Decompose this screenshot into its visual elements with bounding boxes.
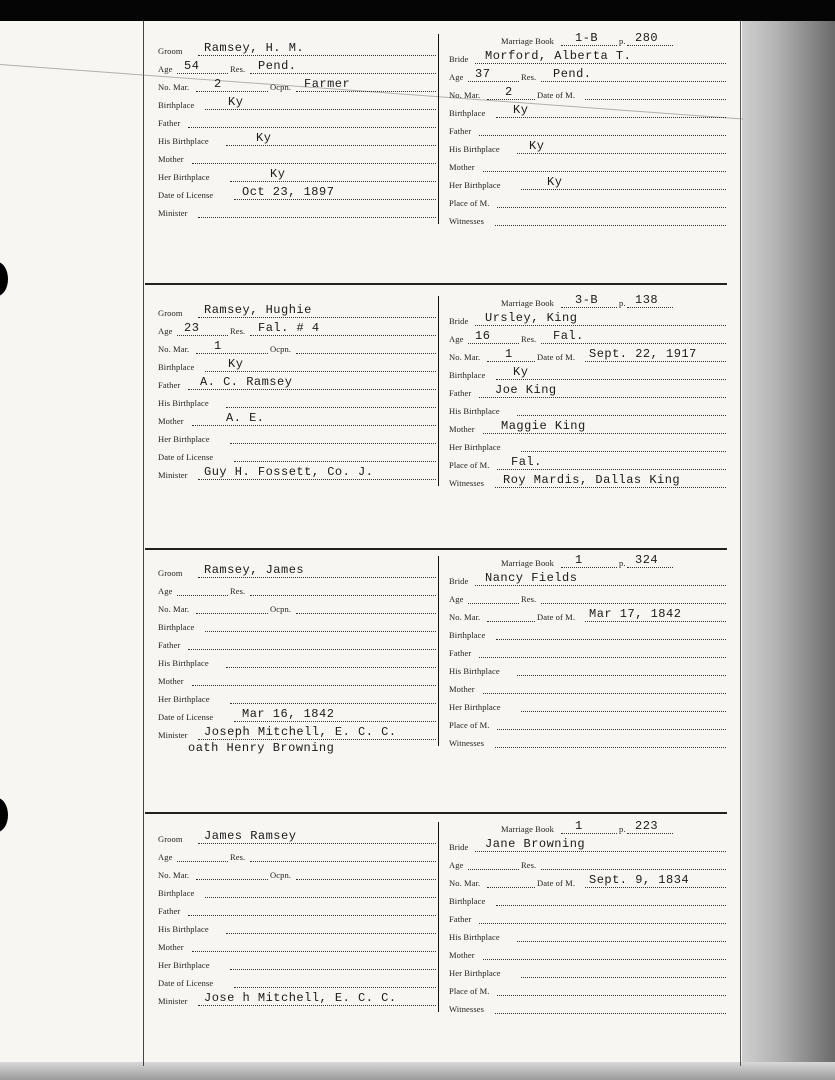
bride-age-label: Age bbox=[449, 72, 464, 82]
bride-label: Bride bbox=[449, 54, 469, 64]
groom-mother-label: Mother bbox=[158, 942, 184, 952]
fill-line bbox=[188, 127, 436, 128]
groom-no-mar-label: No. Mar. bbox=[158, 870, 190, 880]
fill-line bbox=[497, 729, 726, 730]
bride-birthplace: Ky bbox=[513, 365, 529, 379]
bride-witnesses-label: Witnesses bbox=[449, 216, 485, 226]
fill-line bbox=[196, 613, 268, 614]
fill-line bbox=[496, 905, 726, 906]
fill-line bbox=[226, 145, 436, 146]
bride-father-label: Father bbox=[449, 126, 472, 136]
fill-line bbox=[230, 703, 436, 704]
fill-line bbox=[205, 109, 436, 110]
fill-line bbox=[561, 307, 617, 308]
fill-line bbox=[188, 915, 436, 916]
groom-number-of-marriages: 2 bbox=[214, 77, 222, 91]
bride-her-birthplace-label: Her Birthplace bbox=[449, 702, 501, 712]
fill-line bbox=[585, 887, 726, 888]
bride-number-of-marriages: 2 bbox=[505, 85, 513, 99]
marriage-book-number: 1-B bbox=[575, 31, 599, 45]
fill-line bbox=[496, 379, 726, 380]
bride-birthplace-label: Birthplace bbox=[449, 630, 486, 640]
fill-line bbox=[483, 693, 726, 694]
fill-line bbox=[475, 63, 726, 64]
bride-age-label: Age bbox=[449, 860, 464, 870]
bride-mother: Maggie King bbox=[501, 419, 586, 433]
fill-line bbox=[188, 389, 436, 390]
groom-name: Ramsey, H. M. bbox=[204, 41, 305, 55]
groom-no-mar-label: No. Mar. bbox=[158, 604, 190, 614]
bride-residence: Fal. bbox=[553, 329, 584, 343]
fill-line bbox=[468, 603, 519, 604]
fill-line bbox=[495, 487, 726, 488]
groom-minister: Jose h Mitchell, E. C. C. bbox=[204, 991, 397, 1005]
bride-age: 37 bbox=[475, 67, 491, 81]
fill-line bbox=[198, 739, 436, 740]
witnesses: Roy Mardis, Dallas King bbox=[503, 473, 681, 487]
fill-line bbox=[198, 479, 436, 480]
groom-mother-birthplace: Ky bbox=[270, 167, 286, 181]
marriage-date: Mar 17, 1842 bbox=[589, 607, 682, 621]
fill-line bbox=[192, 163, 436, 164]
bride-her-birthplace-label: Her Birthplace bbox=[449, 968, 501, 978]
fill-line bbox=[205, 631, 436, 632]
fill-line bbox=[541, 603, 726, 604]
fill-line bbox=[196, 879, 268, 880]
bride-place-of-m-label: Place of M. bbox=[449, 460, 490, 470]
binder-hole bbox=[0, 262, 8, 296]
fill-line bbox=[198, 577, 436, 578]
bride-date-of-m-label: Date of M. bbox=[537, 612, 576, 622]
groom-res-label: Res. bbox=[230, 64, 246, 74]
fill-line bbox=[198, 217, 436, 218]
bride-place-of-m-label: Place of M. bbox=[449, 720, 490, 730]
fill-line bbox=[192, 685, 436, 686]
bride-mother-label: Mother bbox=[449, 950, 475, 960]
fill-line bbox=[517, 941, 726, 942]
groom-minister: Guy H. Fossett, Co. J. bbox=[204, 465, 374, 479]
fill-line bbox=[198, 55, 436, 56]
groom-father-label: Father bbox=[158, 906, 181, 916]
bride-number-of-marriages: 1 bbox=[505, 347, 513, 361]
page-right-edge bbox=[740, 21, 741, 1066]
groom-date-of-license: Oct 23, 1897 bbox=[242, 185, 335, 199]
bride-no-mar-label: No. Mar. bbox=[449, 352, 481, 362]
bride-witnesses-label: Witnesses bbox=[449, 738, 485, 748]
fill-line bbox=[585, 361, 726, 362]
fill-line bbox=[177, 861, 228, 862]
fill-line bbox=[517, 415, 726, 416]
bride-name: Nancy Fields bbox=[485, 571, 578, 585]
fill-line bbox=[296, 353, 436, 354]
marriage-book-label: Marriage Book bbox=[501, 36, 554, 46]
fill-line bbox=[198, 317, 436, 318]
fill-line bbox=[198, 1005, 436, 1006]
bride-res-label: Res. bbox=[521, 72, 537, 82]
marriage-book-number: 1 bbox=[575, 819, 583, 833]
groom-name: Ramsey, Hughie bbox=[204, 303, 312, 317]
fill-line bbox=[521, 977, 726, 978]
fill-line bbox=[627, 307, 673, 308]
groom-label: Groom bbox=[158, 308, 183, 318]
fill-line bbox=[177, 335, 228, 336]
bride-witnesses-label: Witnesses bbox=[449, 478, 485, 488]
bride-father-label: Father bbox=[449, 648, 472, 658]
fill-line bbox=[230, 969, 436, 970]
fill-line bbox=[541, 81, 726, 82]
groom-birthplace-label: Birthplace bbox=[158, 362, 195, 372]
bride-his-birthplace-label: His Birthplace bbox=[449, 406, 500, 416]
bride-label: Bride bbox=[449, 576, 469, 586]
bride-father: Joe King bbox=[495, 383, 557, 397]
fill-line bbox=[205, 371, 436, 372]
fill-line bbox=[487, 361, 535, 362]
scan-right-border bbox=[742, 21, 835, 1080]
fill-line bbox=[483, 433, 726, 434]
fill-line bbox=[250, 73, 436, 74]
bride-date-of-m-label: Date of M. bbox=[537, 352, 576, 362]
groom-birthplace-label: Birthplace bbox=[158, 888, 195, 898]
groom-res-label: Res. bbox=[230, 326, 246, 336]
bride-father-birthplace: Ky bbox=[529, 139, 545, 153]
bride-age: 16 bbox=[475, 329, 491, 343]
fill-line bbox=[517, 153, 726, 154]
bride-res-label: Res. bbox=[521, 334, 537, 344]
groom-number-of-marriages: 1 bbox=[214, 339, 222, 353]
marriage-book-page: 280 bbox=[635, 31, 659, 45]
groom-date-of-license-label: Date of License bbox=[158, 190, 214, 200]
bride-no-mar-label: No. Mar. bbox=[449, 878, 481, 888]
groom-birthplace-label: Birthplace bbox=[158, 622, 195, 632]
groom-father-label: Father bbox=[158, 380, 181, 390]
groom-label: Groom bbox=[158, 46, 183, 56]
groom-her-birthplace-label: Her Birthplace bbox=[158, 172, 210, 182]
groom-ocpn-label: Ocpn. bbox=[270, 604, 292, 614]
fill-line bbox=[561, 567, 617, 568]
bride-name: Jane Browning bbox=[485, 837, 586, 851]
groom-age-label: Age bbox=[158, 64, 173, 74]
fill-line bbox=[192, 951, 436, 952]
groom-date-of-license-label: Date of License bbox=[158, 712, 214, 722]
marriage-book-label: Marriage Book bbox=[501, 824, 554, 834]
card-divider bbox=[438, 34, 439, 224]
bride-birthplace-label: Birthplace bbox=[449, 896, 486, 906]
page-label: p. bbox=[619, 298, 626, 308]
fill-line bbox=[205, 897, 436, 898]
fill-line bbox=[521, 711, 726, 712]
card-divider bbox=[438, 556, 439, 746]
scan-top-border bbox=[0, 0, 835, 21]
card-divider bbox=[438, 822, 439, 1012]
fill-line bbox=[497, 469, 726, 470]
groom-her-birthplace-label: Her Birthplace bbox=[158, 960, 210, 970]
groom-ocpn-label: Ocpn. bbox=[270, 82, 292, 92]
fill-line bbox=[521, 189, 726, 190]
page-label: p. bbox=[619, 36, 626, 46]
binder-hole bbox=[0, 798, 8, 832]
groom-birthplace: Ky bbox=[228, 95, 244, 109]
fill-line bbox=[497, 995, 726, 996]
fill-line bbox=[475, 585, 726, 586]
card-divider bbox=[438, 296, 439, 486]
groom-her-birthplace-label: Her Birthplace bbox=[158, 434, 210, 444]
fill-line bbox=[250, 335, 436, 336]
fill-line bbox=[234, 721, 436, 722]
fill-line bbox=[521, 451, 726, 452]
fill-line bbox=[177, 595, 228, 596]
fill-line bbox=[177, 73, 228, 74]
groom-name: James Ramsey bbox=[204, 829, 297, 843]
fill-line bbox=[483, 171, 726, 172]
fill-line bbox=[234, 199, 436, 200]
marriage-book-page: 223 bbox=[635, 819, 659, 833]
card-separator bbox=[145, 548, 727, 550]
fill-line bbox=[468, 869, 519, 870]
bride-birthplace-label: Birthplace bbox=[449, 108, 486, 118]
fill-line bbox=[496, 117, 726, 118]
fill-line bbox=[561, 833, 617, 834]
groom-birthplace-label: Birthplace bbox=[158, 100, 195, 110]
fill-line bbox=[250, 861, 436, 862]
bride-mother-label: Mother bbox=[449, 684, 475, 694]
bride-mother-label: Mother bbox=[449, 162, 475, 172]
fill-line bbox=[196, 91, 268, 92]
fill-line bbox=[479, 135, 726, 136]
bride-his-birthplace-label: His Birthplace bbox=[449, 144, 500, 154]
marriage-place: Fal. bbox=[511, 455, 542, 469]
fill-line bbox=[487, 99, 535, 100]
groom-no-mar-label: No. Mar. bbox=[158, 82, 190, 92]
groom-age-label: Age bbox=[158, 852, 173, 862]
fill-line bbox=[585, 99, 726, 100]
groom-mother-label: Mother bbox=[158, 416, 184, 426]
groom-age-label: Age bbox=[158, 326, 173, 336]
groom-res-label: Res. bbox=[230, 852, 246, 862]
marriage-book-number: 3-B bbox=[575, 293, 599, 307]
bride-birthplace-label: Birthplace bbox=[449, 370, 486, 380]
marriage-book-number: 1 bbox=[575, 553, 583, 567]
fill-line bbox=[627, 567, 673, 568]
fill-line bbox=[234, 987, 436, 988]
bride-date-of-m-label: Date of M. bbox=[537, 878, 576, 888]
bride-mother-label: Mother bbox=[449, 424, 475, 434]
bride-birthplace: Ky bbox=[513, 103, 529, 117]
groom-minister-note: oath Henry Browning bbox=[188, 741, 335, 755]
card-separator bbox=[145, 283, 727, 285]
groom-res-label: Res. bbox=[230, 586, 246, 596]
fill-line bbox=[234, 461, 436, 462]
groom-his-birthplace-label: His Birthplace bbox=[158, 924, 209, 934]
fill-line bbox=[196, 353, 268, 354]
groom-father-label: Father bbox=[158, 118, 181, 128]
card-separator bbox=[145, 812, 727, 814]
fill-line bbox=[468, 343, 519, 344]
groom-label: Groom bbox=[158, 834, 183, 844]
groom-residence: Fal. # 4 bbox=[258, 321, 320, 335]
groom-minister-label: Minister bbox=[158, 996, 188, 1006]
groom-residence: Pend. bbox=[258, 59, 297, 73]
bride-mother-birthplace: Ky bbox=[547, 175, 563, 189]
groom-name: Ramsey, James bbox=[204, 563, 305, 577]
groom-his-birthplace-label: His Birthplace bbox=[158, 136, 209, 146]
bride-place-of-m-label: Place of M. bbox=[449, 198, 490, 208]
fill-line bbox=[561, 45, 617, 46]
groom-her-birthplace-label: Her Birthplace bbox=[158, 694, 210, 704]
bride-no-mar-label: No. Mar. bbox=[449, 90, 481, 100]
fill-line bbox=[517, 675, 726, 676]
fill-line bbox=[230, 181, 436, 182]
fill-line bbox=[487, 621, 535, 622]
fill-line bbox=[585, 621, 726, 622]
bride-no-mar-label: No. Mar. bbox=[449, 612, 481, 622]
fill-line bbox=[479, 923, 726, 924]
groom-no-mar-label: No. Mar. bbox=[158, 344, 190, 354]
bride-res-label: Res. bbox=[521, 860, 537, 870]
fill-line bbox=[479, 397, 726, 398]
groom-date-of-license-label: Date of License bbox=[158, 452, 214, 462]
fill-line bbox=[541, 343, 726, 344]
page-label: p. bbox=[619, 558, 626, 568]
fill-line bbox=[296, 91, 436, 92]
bride-age-label: Age bbox=[449, 594, 464, 604]
fill-line bbox=[192, 425, 436, 426]
bride-date-of-m-label: Date of M. bbox=[537, 90, 576, 100]
bride-her-birthplace-label: Her Birthplace bbox=[449, 180, 501, 190]
bride-father-label: Father bbox=[449, 914, 472, 924]
bride-name: Morford, Alberta T. bbox=[485, 49, 632, 63]
groom-minister-label: Minister bbox=[158, 470, 188, 480]
groom-father: A. C. Ramsey bbox=[200, 375, 293, 389]
bride-father-label: Father bbox=[449, 388, 472, 398]
fill-line bbox=[495, 747, 726, 748]
fill-line bbox=[487, 887, 535, 888]
groom-age: 54 bbox=[184, 59, 200, 73]
groom-father-label: Father bbox=[158, 640, 181, 650]
fill-line bbox=[475, 851, 726, 852]
groom-ocpn-label: Ocpn. bbox=[270, 870, 292, 880]
groom-age-label: Age bbox=[158, 586, 173, 596]
groom-mother-label: Mother bbox=[158, 676, 184, 686]
groom-date-of-license-label: Date of License bbox=[158, 978, 214, 988]
groom-ocpn-label: Ocpn. bbox=[270, 344, 292, 354]
page-left-edge bbox=[143, 21, 144, 1066]
bride-label: Bride bbox=[449, 842, 469, 852]
fill-line bbox=[250, 595, 436, 596]
bride-name: Ursley, King bbox=[485, 311, 578, 325]
groom-occupation: Farmer bbox=[304, 77, 351, 91]
fill-line bbox=[230, 443, 436, 444]
fill-line bbox=[296, 613, 436, 614]
groom-label: Groom bbox=[158, 568, 183, 578]
page-label: p. bbox=[619, 824, 626, 834]
bride-age-label: Age bbox=[449, 334, 464, 344]
fill-line bbox=[483, 959, 726, 960]
groom-birthplace: Ky bbox=[228, 357, 244, 371]
bride-his-birthplace-label: His Birthplace bbox=[449, 932, 500, 942]
groom-minister: Joseph Mitchell, E. C. C. bbox=[204, 725, 397, 739]
groom-date-of-license: Mar 16, 1842 bbox=[242, 707, 335, 721]
groom-minister-label: Minister bbox=[158, 208, 188, 218]
marriage-book-label: Marriage Book bbox=[501, 558, 554, 568]
fill-line bbox=[468, 81, 519, 82]
bride-res-label: Res. bbox=[521, 594, 537, 604]
fill-line bbox=[226, 407, 436, 408]
marriage-book-label: Marriage Book bbox=[501, 298, 554, 308]
marriage-book-page: 138 bbox=[635, 293, 659, 307]
fill-line bbox=[479, 657, 726, 658]
groom-mother-label: Mother bbox=[158, 154, 184, 164]
fill-line bbox=[495, 1013, 726, 1014]
marriage-book-page: 324 bbox=[635, 553, 659, 567]
fill-line bbox=[496, 639, 726, 640]
groom-minister-label: Minister bbox=[158, 730, 188, 740]
bride-his-birthplace-label: His Birthplace bbox=[449, 666, 500, 676]
fill-line bbox=[296, 879, 436, 880]
fill-line bbox=[541, 869, 726, 870]
fill-line bbox=[495, 225, 726, 226]
fill-line bbox=[627, 833, 673, 834]
groom-his-birthplace-label: His Birthplace bbox=[158, 398, 209, 408]
groom-his-birthplace-label: His Birthplace bbox=[158, 658, 209, 668]
marriage-date: Sept. 22, 1917 bbox=[589, 347, 697, 361]
bride-place-of-m-label: Place of M. bbox=[449, 986, 490, 996]
fill-line bbox=[226, 933, 436, 934]
fill-line bbox=[226, 667, 436, 668]
fill-line bbox=[198, 843, 436, 844]
fill-line bbox=[475, 325, 726, 326]
bride-residence: Pend. bbox=[553, 67, 592, 81]
groom-mother: A. E. bbox=[226, 411, 265, 425]
fill-line bbox=[627, 45, 673, 46]
fill-line bbox=[188, 649, 436, 650]
scan-bottom-border bbox=[0, 1062, 835, 1080]
marriage-date: Sept. 9, 1834 bbox=[589, 873, 690, 887]
groom-father-birthplace: Ky bbox=[256, 131, 272, 145]
bride-label: Bride bbox=[449, 316, 469, 326]
fill-line bbox=[497, 207, 726, 208]
bride-her-birthplace-label: Her Birthplace bbox=[449, 442, 501, 452]
groom-age: 23 bbox=[184, 321, 200, 335]
bride-witnesses-label: Witnesses bbox=[449, 1004, 485, 1014]
